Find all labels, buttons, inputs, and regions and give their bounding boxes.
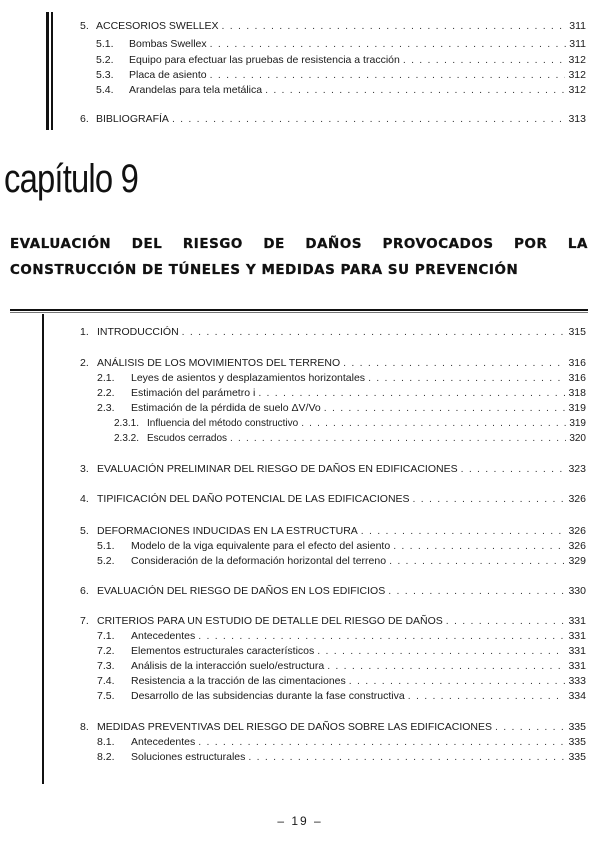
toc-number: 5. — [80, 20, 89, 32]
toc-page: 312 — [568, 84, 586, 96]
toc-number: 2.3.1. — [114, 418, 140, 429]
toc-page: 331 — [568, 660, 586, 672]
toc-title: Elementos estructurales característicos — [131, 645, 315, 657]
toc-number: 4. — [80, 493, 89, 505]
dot-leader — [393, 540, 565, 553]
dot-leader — [327, 660, 565, 673]
toc-entry-7-5 — [97, 690, 586, 703]
toc-title: INTRODUCCIÓN — [97, 326, 179, 338]
toc-entry-7-1 — [97, 630, 586, 643]
toc-title: Consideración de la deformación horizontal del terreno — [131, 555, 387, 567]
dot-leader — [210, 38, 567, 51]
dot-leader — [446, 615, 566, 628]
toc-entry-8-2 — [97, 751, 586, 764]
toc-page: 311 — [569, 20, 586, 32]
toc-title: ANÁLISIS DE LOS MOVIMIENTOS DEL TERRENO — [97, 357, 341, 369]
toc-page: 331 — [568, 615, 586, 627]
toc-title: BIBLIOGRAFÍA — [96, 113, 169, 125]
toc-title: TIPIFICACIÓN DEL DAÑO POTENCIAL DE LAS EDIFICACIONES — [97, 493, 410, 505]
toc-entry-8 — [80, 721, 586, 734]
toc-page: 326 — [568, 493, 586, 505]
toc-title: Soluciones estructurales — [131, 751, 246, 763]
toc-entry-7-2 — [97, 645, 586, 658]
chapter-rule — [10, 309, 588, 311]
toc-entry-8-1 — [97, 736, 586, 749]
toc-number: 8.1. — [97, 736, 115, 748]
toc-entry-5-4 — [96, 84, 586, 97]
dot-leader — [230, 432, 566, 445]
dot-leader — [495, 721, 565, 734]
toc-page: 335 — [568, 721, 586, 733]
dot-leader — [301, 417, 566, 430]
toc-entry-5-3 — [96, 69, 586, 82]
toc-entry-6 — [80, 113, 586, 126]
toc-title: Antecedentes — [131, 736, 196, 748]
toc-number: 5.1. — [96, 38, 114, 50]
dot-leader — [222, 20, 567, 33]
toc-entry-7-4 — [97, 675, 586, 688]
toc-page: 316 — [568, 372, 586, 384]
page-number: – 19 – — [277, 814, 323, 828]
toc-entry-5b-1 — [97, 540, 586, 553]
chapter-title: EVALUACIÓN DEL RIESGO DE DAÑOS PROVOCADOS POR LA CONSTRUCCIÓN DE TÚNELES Y MEDIDAS PARA SU PREVENCIÓN — [10, 237, 588, 278]
dot-leader — [413, 493, 566, 506]
toc-title: EVALUACIÓN DEL RIESGO DE DAÑOS EN LOS EDIFICIOS — [97, 585, 386, 597]
toc-page: 335 — [568, 736, 586, 748]
toc-page: 312 — [568, 54, 586, 66]
toc-number: 5.2. — [97, 555, 115, 567]
toc-number: 2. — [80, 357, 89, 369]
toc-number: 8.2. — [97, 751, 115, 763]
dot-leader — [182, 326, 566, 339]
toc-number: 2.3. — [97, 402, 115, 414]
dot-leader — [248, 751, 565, 764]
toc-page: 333 — [568, 675, 586, 687]
toc-page: 319 — [569, 418, 586, 429]
toc-number: 7.5. — [97, 690, 115, 702]
toc-entry-5b-2 — [97, 555, 586, 568]
toc-entry-1 — [80, 326, 586, 339]
margin-bar-top-1 — [46, 12, 49, 130]
toc-entry-2-2 — [97, 387, 586, 400]
dot-leader — [461, 463, 566, 476]
toc-number: 6. — [80, 585, 89, 597]
chapter-heading: capítulo 9 — [4, 157, 139, 201]
toc-number: 2.1. — [97, 372, 115, 384]
margin-bar-main — [42, 314, 44, 784]
toc-page: 312 — [568, 69, 586, 81]
toc-page: 320 — [569, 433, 586, 444]
toc-entry-2-3 — [97, 402, 586, 415]
toc-page: 334 — [568, 690, 586, 702]
toc-entry-2-3-1 — [114, 417, 586, 430]
dot-leader — [408, 690, 566, 703]
toc-title: DEFORMACIONES INDUCIDAS EN LA ESTRUCTURA — [97, 525, 358, 537]
toc-number: 6. — [80, 113, 89, 125]
toc-title: MEDIDAS PREVENTIVAS DEL RIESGO DE DAÑOS SOBRE LAS EDIFICACIONES — [97, 721, 493, 733]
chapter-rule-thin — [10, 312, 588, 313]
toc-page: 316 — [568, 357, 586, 369]
toc-number: 8. — [80, 721, 89, 733]
toc-page: 330 — [568, 585, 586, 597]
toc-title: CRITERIOS PARA UN ESTUDIO DE DETALLE DEL RIESGO DE DAÑOS — [97, 615, 443, 627]
toc-page: 318 — [568, 387, 586, 399]
toc-number: 7.4. — [97, 675, 115, 687]
dot-leader — [361, 525, 566, 538]
toc-title: Arandelas para tela metálica — [129, 84, 263, 96]
toc-title: Estimación del parámetro i — [131, 387, 256, 399]
toc-entry-5 — [80, 20, 586, 33]
toc-title: EVALUACIÓN PRELIMINAR DEL RIESGO DE DAÑOS EN EDIFICACIONES — [97, 463, 458, 475]
toc-entry-2-3-2 — [114, 432, 586, 445]
toc-number: 5.3. — [96, 69, 114, 81]
toc-page: 323 — [568, 463, 586, 475]
dot-leader — [389, 555, 565, 568]
dot-leader — [368, 372, 565, 385]
dot-leader — [388, 585, 565, 598]
toc-entry-3 — [80, 463, 586, 476]
toc-entry-6b — [80, 585, 586, 598]
toc-number: 3. — [80, 463, 89, 475]
toc-title: ACCESORIOS SWELLEX — [96, 20, 219, 32]
toc-entry-5-2 — [96, 54, 586, 67]
dot-leader — [198, 630, 565, 643]
toc-page: 326 — [568, 525, 586, 537]
dot-leader — [172, 113, 566, 126]
toc-number: 5.4. — [96, 84, 114, 96]
toc-title: Leyes de asientos y desplazamientos horizontales — [131, 372, 366, 384]
toc-title: Resistencia a la tracción de las cimentaciones — [131, 675, 346, 687]
toc-entry-7-3 — [97, 660, 586, 673]
toc-number: 1. — [80, 326, 89, 338]
toc-entry-7 — [80, 615, 586, 628]
toc-page: 313 — [568, 113, 586, 125]
toc-title: Antecedentes — [131, 630, 196, 642]
toc-number: 7.3. — [97, 660, 115, 672]
dot-leader — [258, 387, 565, 400]
dot-leader — [403, 54, 566, 67]
toc-number: 5.1. — [97, 540, 115, 552]
toc-entry-2 — [80, 357, 586, 370]
toc-number: 5.2. — [96, 54, 114, 66]
dot-leader — [343, 357, 565, 370]
toc-number: 7. — [80, 615, 89, 627]
toc-title: Estimación de la pérdida de suelo ΔV/Vo — [131, 402, 321, 414]
toc-number: 2.2. — [97, 387, 115, 399]
toc-title: Análisis de la interacción suelo/estructura — [131, 660, 325, 672]
dot-leader — [317, 645, 565, 658]
toc-page: 319 — [568, 402, 586, 414]
toc-number: 7.2. — [97, 645, 115, 657]
toc-title: Equipo para efectuar las pruebas de resistencia a tracción — [129, 54, 400, 66]
toc-page: 311 — [569, 38, 586, 50]
toc-title: Escudos cerrados — [147, 433, 228, 444]
toc-title: Modelo de la viga equivalente para el efecto del asiento — [131, 540, 391, 552]
dot-leader — [210, 69, 566, 82]
toc-entry-4 — [80, 493, 586, 506]
toc-page: 331 — [568, 645, 586, 657]
dot-leader — [265, 84, 565, 97]
toc-number: 5. — [80, 525, 89, 537]
toc-page: 315 — [568, 326, 586, 338]
toc-entry-2-1 — [97, 372, 586, 385]
toc-page: 331 — [568, 630, 586, 642]
toc-number: 2.3.2. — [114, 433, 140, 444]
margin-bar-top-2 — [51, 12, 53, 130]
toc-title: Bombas Swellex — [129, 38, 207, 50]
toc-page: 329 — [568, 555, 586, 567]
toc-page: 326 — [568, 540, 586, 552]
toc-entry-5b — [80, 525, 586, 538]
toc-title: Influencia del método constructivo — [147, 418, 299, 429]
toc-title: Desarrollo de las subsidencias durante la fase constructiva — [131, 690, 405, 702]
dot-leader — [349, 675, 566, 688]
toc-page: 335 — [568, 751, 586, 763]
toc-entry-5-1 — [96, 38, 586, 51]
dot-leader — [198, 736, 565, 749]
toc-title: Placa de asiento — [129, 69, 207, 81]
toc-number: 7.1. — [97, 630, 115, 642]
dot-leader — [324, 402, 566, 415]
